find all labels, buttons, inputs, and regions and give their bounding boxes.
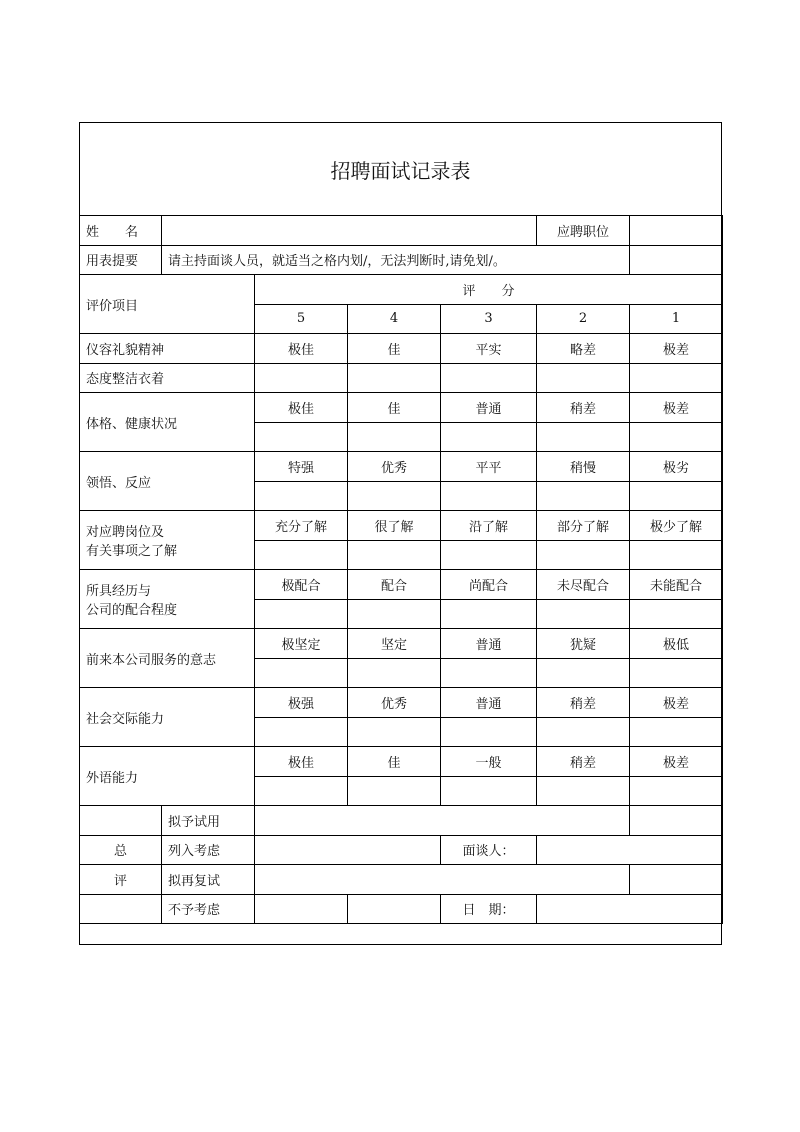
score-4: 4 — [348, 304, 441, 334]
criterion-label-line: 外语能力 — [86, 770, 139, 786]
criterion-label — [80, 688, 255, 747]
mark-cell[interactable] — [348, 776, 441, 806]
mark-cell[interactable] — [537, 481, 630, 511]
grade-option: 极佳 — [255, 334, 348, 364]
mark-cell[interactable] — [537, 422, 630, 452]
grade-option: 极坚定 — [255, 629, 348, 659]
criterion-label-line: 社会交际能力 — [86, 711, 165, 727]
mark-cell[interactable] — [537, 540, 630, 570]
mark-cell[interactable] — [348, 540, 441, 570]
criterion-label: 仪容礼貌精神 — [80, 334, 255, 364]
summary-mark-cell[interactable] — [255, 835, 441, 865]
criterion-label — [80, 511, 255, 570]
grade-option: 普通 — [441, 629, 537, 659]
interviewer-field[interactable] — [537, 835, 723, 865]
grade-option: 极低 — [630, 629, 723, 659]
date-field[interactable] — [537, 894, 723, 924]
criterion-label — [80, 452, 255, 511]
grade-option: 配合 — [348, 570, 441, 600]
grade-option: 佳 — [348, 747, 441, 777]
grade-option: 尚配合 — [441, 570, 537, 600]
grade-option: 充分了解 — [255, 511, 348, 541]
grade-option: 极差 — [630, 393, 723, 423]
score-header: 评 分 — [255, 275, 723, 305]
mark-cell[interactable] — [441, 776, 537, 806]
hint-blank-cell — [630, 245, 723, 275]
grade-option: 特强 — [255, 452, 348, 482]
summary-mark-cell[interactable] — [255, 806, 630, 836]
interview-record-form — [79, 122, 722, 945]
mark-cell[interactable] — [441, 599, 537, 629]
grade-option: 极佳 — [255, 747, 348, 777]
mark-cell[interactable] — [348, 481, 441, 511]
grade-option: 略差 — [537, 334, 630, 364]
hint-label: 用表提要 — [80, 245, 162, 275]
grade-option: 普通 — [441, 688, 537, 718]
score-1: 1 — [630, 304, 723, 334]
score-3: 3 — [441, 304, 537, 334]
mark-cell[interactable] — [348, 422, 441, 452]
criterion-label-line: 前来本公司服务的意志 — [86, 652, 217, 668]
criterion-label-line: 公司的配合程度 — [86, 603, 178, 618]
mark-cell[interactable] — [441, 717, 537, 747]
grade-option: 极差 — [630, 334, 723, 364]
interviewer-label: 面谈人： — [441, 835, 537, 865]
summary-side-cell — [80, 806, 162, 836]
grade-option: 一般 — [441, 747, 537, 777]
grade-option: 很了解 — [348, 511, 441, 541]
mark-cell[interactable] — [630, 540, 723, 570]
mark-cell[interactable] — [255, 363, 348, 393]
grade-option: 普通 — [441, 393, 537, 423]
criterion-label-line: 对应聘岗位及 — [86, 525, 165, 540]
name-field[interactable] — [162, 216, 537, 246]
grade-option: 稍差 — [537, 688, 630, 718]
mark-cell[interactable] — [441, 422, 537, 452]
grade-option: 犹疑 — [537, 629, 630, 659]
grade-option: 极差 — [630, 688, 723, 718]
grade-option: 稍差 — [537, 393, 630, 423]
grade-option: 优秀 — [348, 688, 441, 718]
mark-cell[interactable] — [348, 717, 441, 747]
summary-ping-label: 评 — [80, 865, 162, 895]
evaluation-item-header: 评价项目 — [80, 275, 255, 334]
mark-cell[interactable] — [255, 658, 348, 688]
mark-cell[interactable] — [630, 599, 723, 629]
grade-option: 未尽配合 — [537, 570, 630, 600]
summary-option: 拟予试用 — [162, 806, 255, 836]
summary-option: 拟再复试 — [162, 865, 255, 895]
grade-option: 平实 — [441, 334, 537, 364]
score-5: 5 — [255, 304, 348, 334]
criterion-label — [80, 747, 255, 806]
name-label: 姓 名 — [80, 216, 162, 246]
grade-option: 极强 — [255, 688, 348, 718]
mark-cell[interactable] — [348, 599, 441, 629]
grade-option: 极少了解 — [630, 511, 723, 541]
grade-option: 佳 — [348, 334, 441, 364]
criterion-label: 态度整洁衣着 — [80, 363, 255, 393]
mark-cell[interactable] — [537, 363, 630, 393]
grade-option: 稍慢 — [537, 452, 630, 482]
grade-option: 极劣 — [630, 452, 723, 482]
mark-cell[interactable] — [441, 540, 537, 570]
mark-cell[interactable] — [537, 717, 630, 747]
summary-zong-label: 总 — [80, 835, 162, 865]
mark-cell[interactable] — [441, 481, 537, 511]
summary-option: 不予考虑 — [162, 894, 255, 924]
mark-cell[interactable] — [255, 422, 348, 452]
mark-cell[interactable] — [630, 481, 723, 511]
mark-cell[interactable] — [630, 658, 723, 688]
date-label: 日 期： — [441, 894, 537, 924]
mark-cell[interactable] — [630, 776, 723, 806]
hint-text: 请主持面谈人员，就适当之格内划/，无法判断时,请免划/。 — [162, 245, 630, 275]
mark-cell[interactable] — [255, 540, 348, 570]
mark-cell[interactable] — [255, 717, 348, 747]
grade-option: 稍差 — [537, 747, 630, 777]
mark-cell[interactable] — [630, 717, 723, 747]
mark-cell[interactable] — [348, 658, 441, 688]
position-label: 应聘职位 — [537, 216, 630, 246]
mark-cell[interactable] — [630, 422, 723, 452]
grade-option: 优秀 — [348, 452, 441, 482]
criterion-label — [80, 570, 255, 629]
summary-mark-cell[interactable] — [348, 894, 441, 924]
mark-cell[interactable] — [441, 658, 537, 688]
summary-side-cell — [80, 894, 162, 924]
summary-blank-cell[interactable] — [630, 806, 723, 836]
grade-option: 坚定 — [348, 629, 441, 659]
summary-mark-cell[interactable] — [255, 894, 348, 924]
grade-option: 沿了解 — [441, 511, 537, 541]
criterion-label-line: 所具经历与 — [86, 584, 152, 599]
grade-option: 极佳 — [255, 393, 348, 423]
summary-option: 列入考虑 — [162, 835, 255, 865]
grade-option: 平平 — [441, 452, 537, 482]
mark-cell[interactable] — [537, 776, 630, 806]
grade-option: 未能配合 — [630, 570, 723, 600]
criterion-label-line: 有关事项之了解 — [86, 544, 178, 559]
mark-cell[interactable] — [441, 363, 537, 393]
score-2: 2 — [537, 304, 630, 334]
criterion-label — [80, 629, 255, 688]
mark-cell[interactable] — [255, 481, 348, 511]
mark-cell[interactable] — [348, 363, 441, 393]
position-field[interactable] — [630, 216, 723, 246]
summary-blank-cell[interactable] — [630, 865, 723, 895]
mark-cell[interactable] — [537, 599, 630, 629]
form-title: 招聘面试记录表 — [330, 158, 471, 183]
mark-cell[interactable] — [537, 658, 630, 688]
grade-option: 极差 — [630, 747, 723, 777]
mark-cell[interactable] — [255, 776, 348, 806]
form-table — [79, 215, 723, 924]
grade-option: 极配合 — [255, 570, 348, 600]
criterion-label — [80, 393, 255, 452]
criterion-label-line: 领悟、反应 — [86, 475, 152, 491]
mark-cell[interactable] — [255, 599, 348, 629]
summary-mark-cell[interactable] — [255, 865, 630, 895]
mark-cell[interactable] — [630, 363, 723, 393]
criterion-label-line: 体格、健康状况 — [86, 416, 178, 432]
grade-option: 佳 — [348, 393, 441, 423]
grade-option: 部分了解 — [537, 511, 630, 541]
